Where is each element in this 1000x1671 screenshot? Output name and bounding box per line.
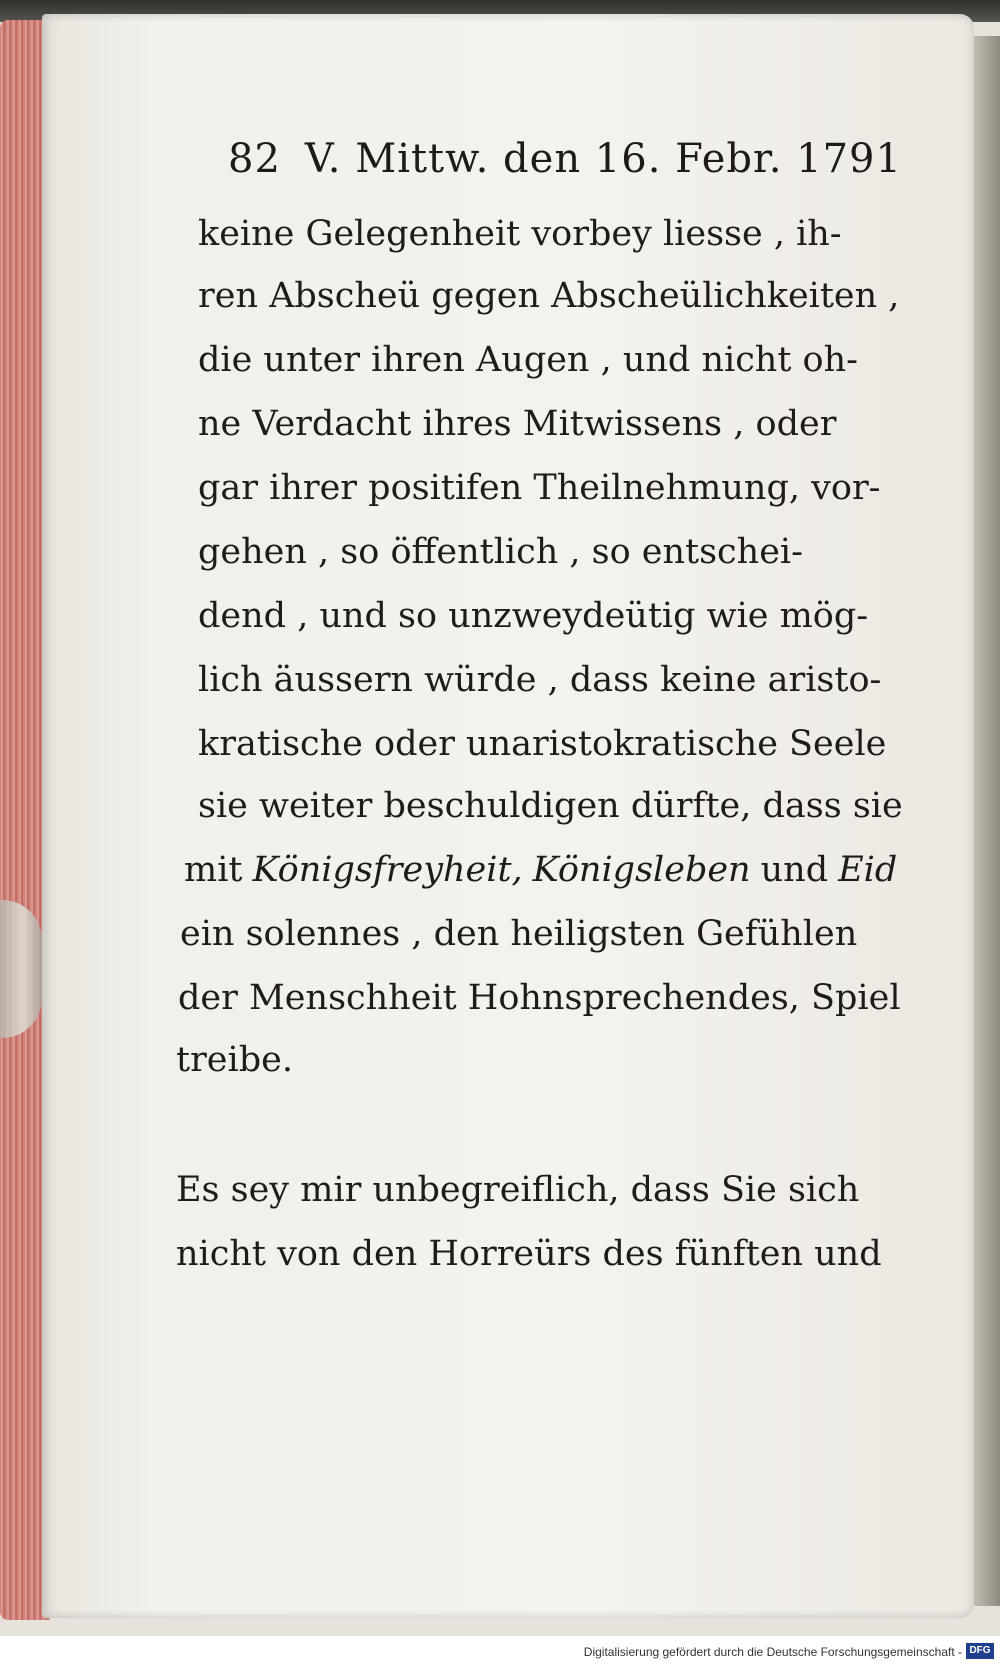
page-clip: [0, 900, 42, 1038]
italic-term-eid: Eid: [838, 850, 898, 890]
text-line: [176, 1032, 858, 1088]
text-fragment: mit: [184, 850, 243, 890]
book-right-edge: [970, 36, 1000, 1606]
text-line: [180, 906, 862, 962]
funding-credit: Digitalisierung gefördert durch die Deutsche Forschungsgemeinschaft -: [583, 1645, 962, 1659]
text-line: [198, 524, 880, 580]
text-line: [178, 970, 901, 1026]
text-line-content: die unter ihren Augen , und nicht oh-: [198, 340, 858, 380]
text-line: [198, 268, 900, 324]
page-number: 82: [228, 136, 281, 182]
text-line-content: sie weiter beschuldigen dürfte, dass sie: [198, 786, 903, 826]
text-line-content: dend , und so unzweydeütig wie mög-: [198, 596, 869, 636]
text-line-italic: [184, 842, 898, 898]
text-line-content: ein solennes , den heiligsten Gefühlen: [180, 914, 858, 954]
running-head-title: V. Mittw. den 16. Febr. 1791: [304, 136, 902, 182]
italic-term-koenigsfreyheit: Königsfreyheit,: [252, 850, 523, 890]
text-line-content: gehen , so öffentlich , so entschei-: [198, 532, 803, 572]
footer-bar: [0, 1636, 1000, 1671]
running-head: [228, 136, 902, 196]
text-line: [198, 778, 903, 834]
text-line-content: ren Abscheü gegen Abscheülichkeiten ,: [198, 276, 900, 316]
text-line-content: treibe.: [176, 1040, 293, 1080]
text-line: [198, 652, 880, 708]
text-line-content: nicht von den Horreürs des fünften und: [176, 1234, 882, 1274]
text-line-content: kratische oder unaristokratische Seele: [198, 724, 887, 764]
text-fragment: und: [760, 850, 829, 890]
text-line-content: lich äussern würde , dass keine aristo-: [198, 660, 882, 700]
text-line-content: Es sey mir unbegreiflich, dass Sie sich: [176, 1170, 860, 1210]
dfg-logo: DFG: [966, 1643, 994, 1659]
text-line: [198, 396, 880, 452]
text-line: [176, 1162, 858, 1218]
text-line: [176, 1226, 882, 1282]
text-line-content: keine Gelegenheit vorbey liesse , ih-: [198, 214, 842, 254]
text-line-content: gar ihrer positifen Theilnehmung, vor-: [198, 468, 881, 508]
text-line: [198, 332, 880, 388]
italic-term-koenigsleben: Königsleben: [532, 850, 751, 890]
text-line-content: der Menschheit Hohnsprechendes, Spiel: [178, 978, 901, 1018]
text-line-content: ne Verdacht ihres Mitwissens , oder: [198, 404, 837, 444]
text-line: [198, 460, 880, 516]
text-line: [198, 206, 880, 262]
text-line: [198, 716, 887, 772]
text-line: [198, 588, 880, 644]
